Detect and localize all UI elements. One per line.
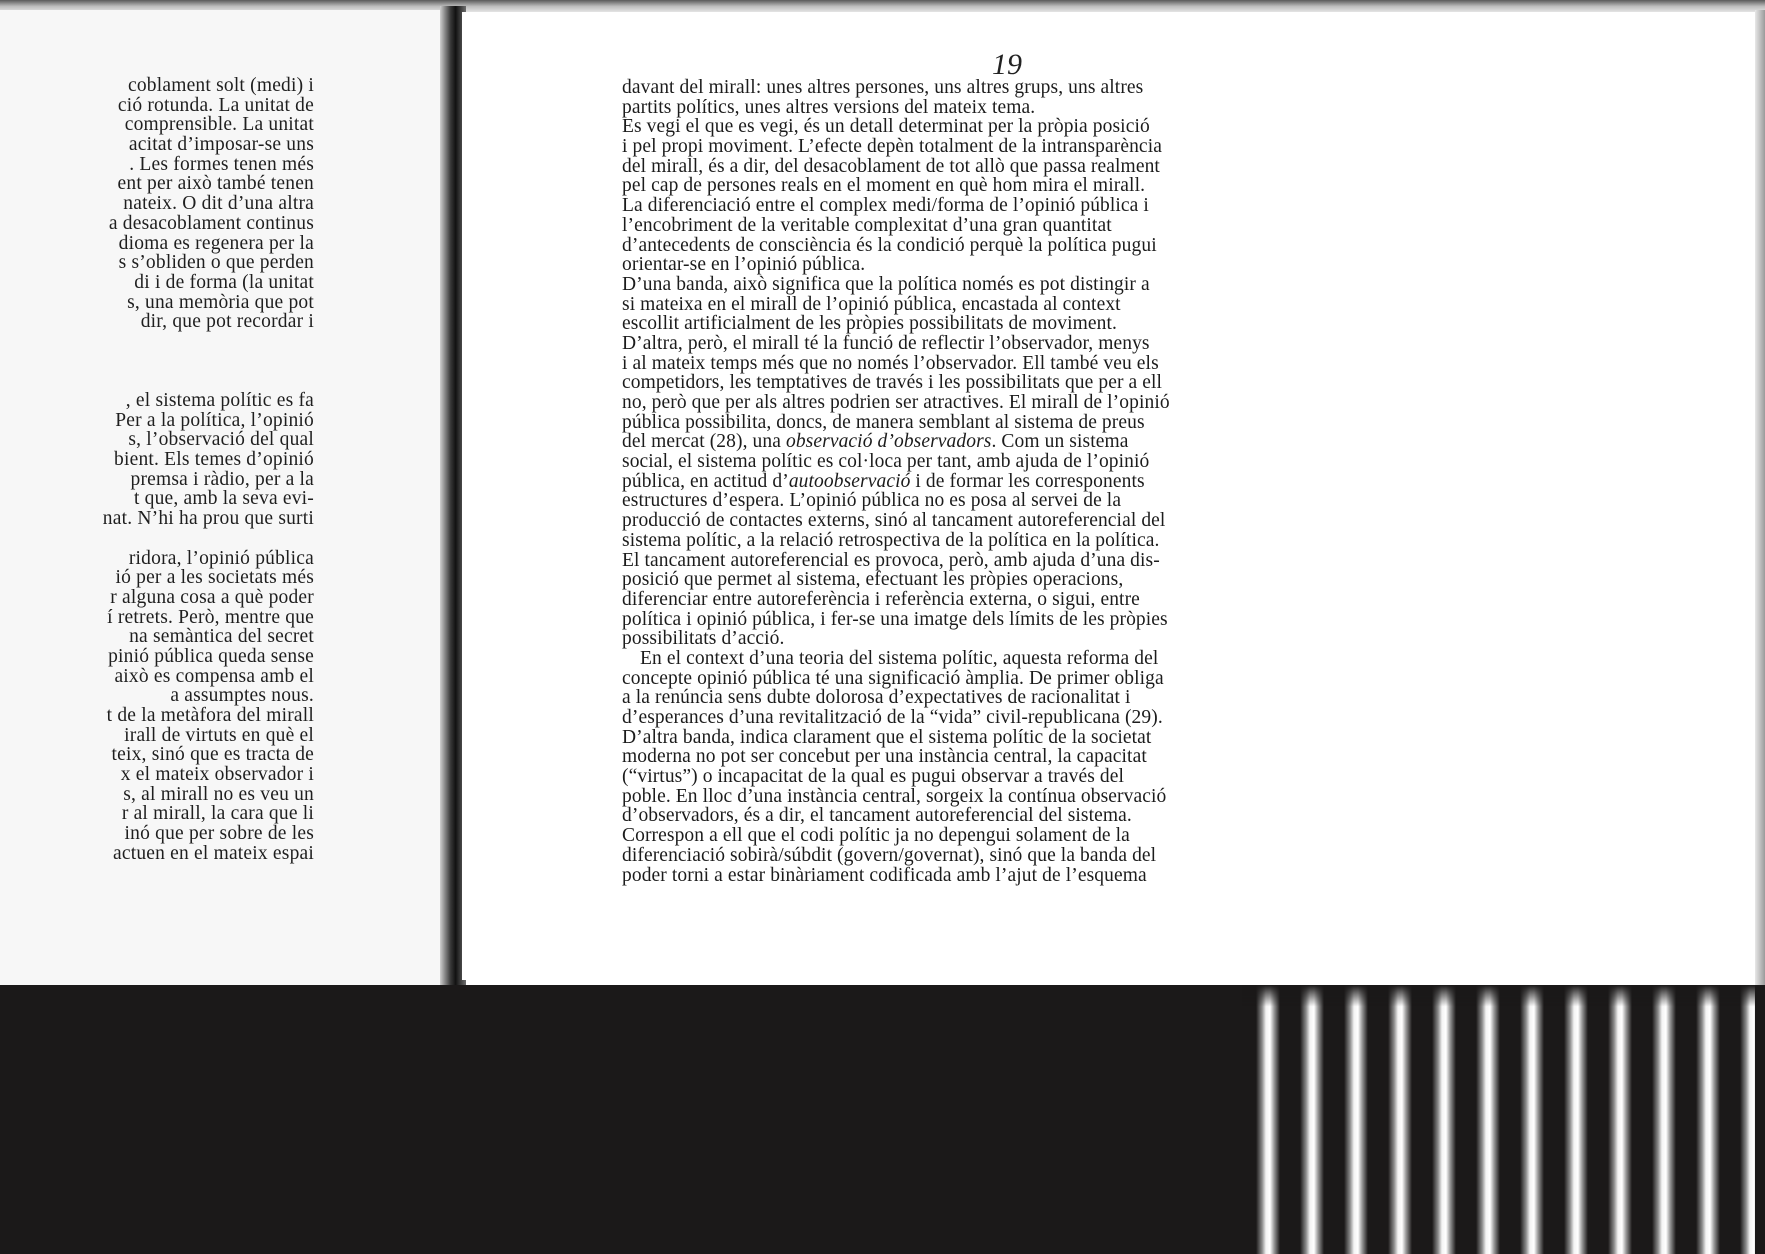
text-line: [0, 529, 314, 549]
text-line: [0, 352, 314, 372]
text-line: orientar-se en l’opinió pública.: [622, 254, 866, 276]
text-line: dir, que pot recordar i: [140, 311, 314, 333]
text-line: D’altra banda, indica clarament que el sistema polític de la societat: [622, 726, 1152, 748]
text-line: inó que per sobre de les: [124, 823, 314, 845]
text-line: Per a la política, l’opinió: [115, 409, 314, 431]
text-line: pinió pública queda sense: [108, 645, 314, 667]
left-page: [0, 10, 442, 985]
text-line: premsa i ràdio, per a la: [130, 468, 314, 490]
text-line: na semàntica del secret: [129, 626, 314, 648]
left-page-text: [0, 76, 314, 864]
text-line: comprensible. La unitat: [124, 114, 314, 136]
text-line: s, una memòria que pot: [127, 291, 314, 313]
text-line: r al mirall, la cara que li: [121, 803, 314, 825]
text-line: x el mateix observador i: [120, 764, 314, 786]
text-line: irall de virtuts en què el: [124, 724, 314, 746]
text-line-with-emphasis: [622, 472, 1492, 492]
text-line: social, el sistema polític es col·loca per tant, amb ajuda de l’opinió: [622, 451, 1150, 473]
text-line: ent per això també tenen: [117, 173, 314, 195]
text-line: diferenciació sobirà/súbdit (govern/governat), sinó que la banda del: [622, 844, 1157, 866]
text-line: davant del mirall: unes altres persones, uns altres grups, uns altres: [622, 77, 1144, 98]
text-line: pel cap de persones reals en el moment en què hom mira el mirall.: [622, 175, 1146, 197]
text-line: d’observadors, és a dir, el tancament autoreferencial del sistema.: [622, 805, 1132, 827]
text-line: i al mateix temps més que no només l’observador. Ell també veu els: [622, 352, 1159, 374]
text-line: no, però que per als altres podrien ser atractives. El mirall de l’opinió: [622, 392, 1170, 413]
text-line: i pel propi moviment. L’efecte depèn totalment de la intransparència: [622, 136, 1162, 158]
text-line: D’altra, però, el mirall té la funció de reflectir l’observador, menys: [622, 332, 1150, 354]
text-line: poble. En lloc d’una instància central, sorgeix la contínua observació: [622, 785, 1167, 807]
text-line: r alguna cosa a què poder: [110, 586, 314, 608]
text-line: Correspon a ell que el codi polític ja no depengui solament de la: [622, 825, 1130, 847]
right-page-text: [622, 78, 1492, 885]
page-number: 19: [992, 48, 1022, 81]
text-line: coblament solt (medi) i: [127, 75, 314, 96]
text-line: s, al mirall no es veu un: [123, 783, 314, 805]
text-line: nat. N’hi ha prou que surti: [102, 508, 314, 530]
text-line: l’encobriment de la veritable complexitat d’una gran quantitat: [622, 214, 1112, 236]
text-run: del mercat (28), una: [622, 431, 786, 453]
text-line: La diferenciació entre el complex medi/forma de l’opinió pública i: [622, 195, 1149, 217]
text-line: nateix. O dit d’una altra: [123, 193, 314, 215]
text-run: . Com un sistema: [991, 431, 1129, 453]
text-line: sistema polític, a la relació retrospectiva de la política en la política.: [622, 529, 1160, 551]
text-line: a desacoblament continus: [108, 212, 314, 234]
text-line: escollit artificialment de les pròpies possibilitats de moviment.: [622, 313, 1117, 335]
text-line: di i de forma (la unitat: [134, 271, 314, 293]
text-line: ció rotunda. La unitat de: [117, 94, 314, 116]
text-line: ió per a les societats més: [115, 567, 314, 589]
text-line: Es vegi el que es vegi, és un detall determinat per la pròpia posició: [622, 116, 1150, 138]
text-line: poder torni a estar binàriament codificada amb l’ajut de l’esquema: [622, 864, 1147, 886]
text-line: del mirall, és a dir, del desacoblament de tot allò que passa realment: [622, 155, 1160, 177]
text-line: . Les formes tenen més: [129, 153, 314, 175]
text-line: s, l’observació del qual: [128, 429, 314, 451]
text-line: concepte opinió pública té una significació àmplia. De primer obliga: [622, 667, 1164, 689]
page-edge-shadow: [1755, 10, 1765, 995]
text-line: actuen en el mateix espai: [113, 842, 314, 864]
text-line: posició que permet al sistema, efectuant les pròpies operacions,: [622, 569, 1124, 591]
text-line: d’esperances d’una revitalització de la “vida” civil-republicana (29).: [622, 707, 1163, 728]
scanner-stripe-artifact: [1242, 985, 1755, 1254]
text-line: diferenciar entre autoreferència i referència externa, o sigui, entre: [622, 588, 1140, 610]
text-line-with-emphasis: [622, 432, 1492, 452]
text-line: producció de contactes externs, sinó al tancament autoreferencial del: [622, 510, 1166, 532]
right-page: [462, 12, 1755, 980]
text-line: bient. Els temes d’opinió: [114, 449, 314, 471]
text-line: s s’obliden o que perden: [118, 252, 314, 274]
text-line: a la renúncia sens dubte dolorosa d’expectatives de racionalitat i: [622, 687, 1131, 709]
text-line: teix, sinó que es tracta de: [111, 744, 314, 766]
text-line: a assumptes nous.: [170, 685, 314, 707]
text-line: ridora, l’opinió pública: [128, 547, 314, 569]
text-line: això es compensa amb el: [114, 665, 314, 687]
text-line: dioma es regenera per la: [118, 232, 314, 254]
text-line: t que, amb la seva evi-: [133, 488, 314, 510]
text-line: estructures d’espera. L’opinió pública no es posa al servei de la: [622, 490, 1122, 512]
text-line: possibilitats d’acció.: [622, 628, 785, 650]
text-line: , el sistema polític es fa: [125, 390, 314, 411]
emphasized-term: observació d’observadors: [785, 431, 992, 453]
text-line: acitat d’imposar-se uns: [128, 134, 314, 156]
text-run: pública, en actitud d’: [622, 470, 789, 492]
text-line: si mateixa en el mirall de l’opinió pública, encastada al context: [622, 293, 1121, 315]
text-line: moderna no pot ser concebut per una instància central, la capacitat: [622, 746, 1147, 768]
text-line: El tancament autoreferencial es provoca, però, amb ajuda d’una dis-: [622, 549, 1160, 571]
text-line: D’una banda, això significa que la política només es pot distingir a: [622, 273, 1150, 295]
text-line: í retrets. Però, mentre que: [107, 606, 314, 628]
text-line: d’antecedents de consciència és la condició perquè la política pugui: [622, 234, 1157, 256]
text-line: [0, 371, 314, 391]
text-line: política i opinió pública, i fer-se una imatge dels límits de les pròpies: [622, 608, 1168, 630]
emphasized-term: autoobservació: [788, 470, 911, 492]
text-run: i de formar les corresponents: [910, 470, 1145, 492]
paragraph-first-line: En el context d’una teoria del sistema polític, aquesta reforma del: [640, 647, 1159, 669]
text-line: competidors, les temptatives de través i les possibilitats que per a ell: [622, 372, 1163, 394]
text-line: (“virtus”) o incapacitat de la qual es pugui observar a través del: [622, 766, 1125, 788]
text-line: partits polítics, unes altres versions del mateix tema.: [622, 96, 1036, 118]
text-line: t de la metàfora del mirall: [106, 705, 314, 726]
text-line: pública possibilita, doncs, de manera semblant al sistema de preus: [622, 411, 1145, 433]
text-line: [0, 332, 314, 352]
